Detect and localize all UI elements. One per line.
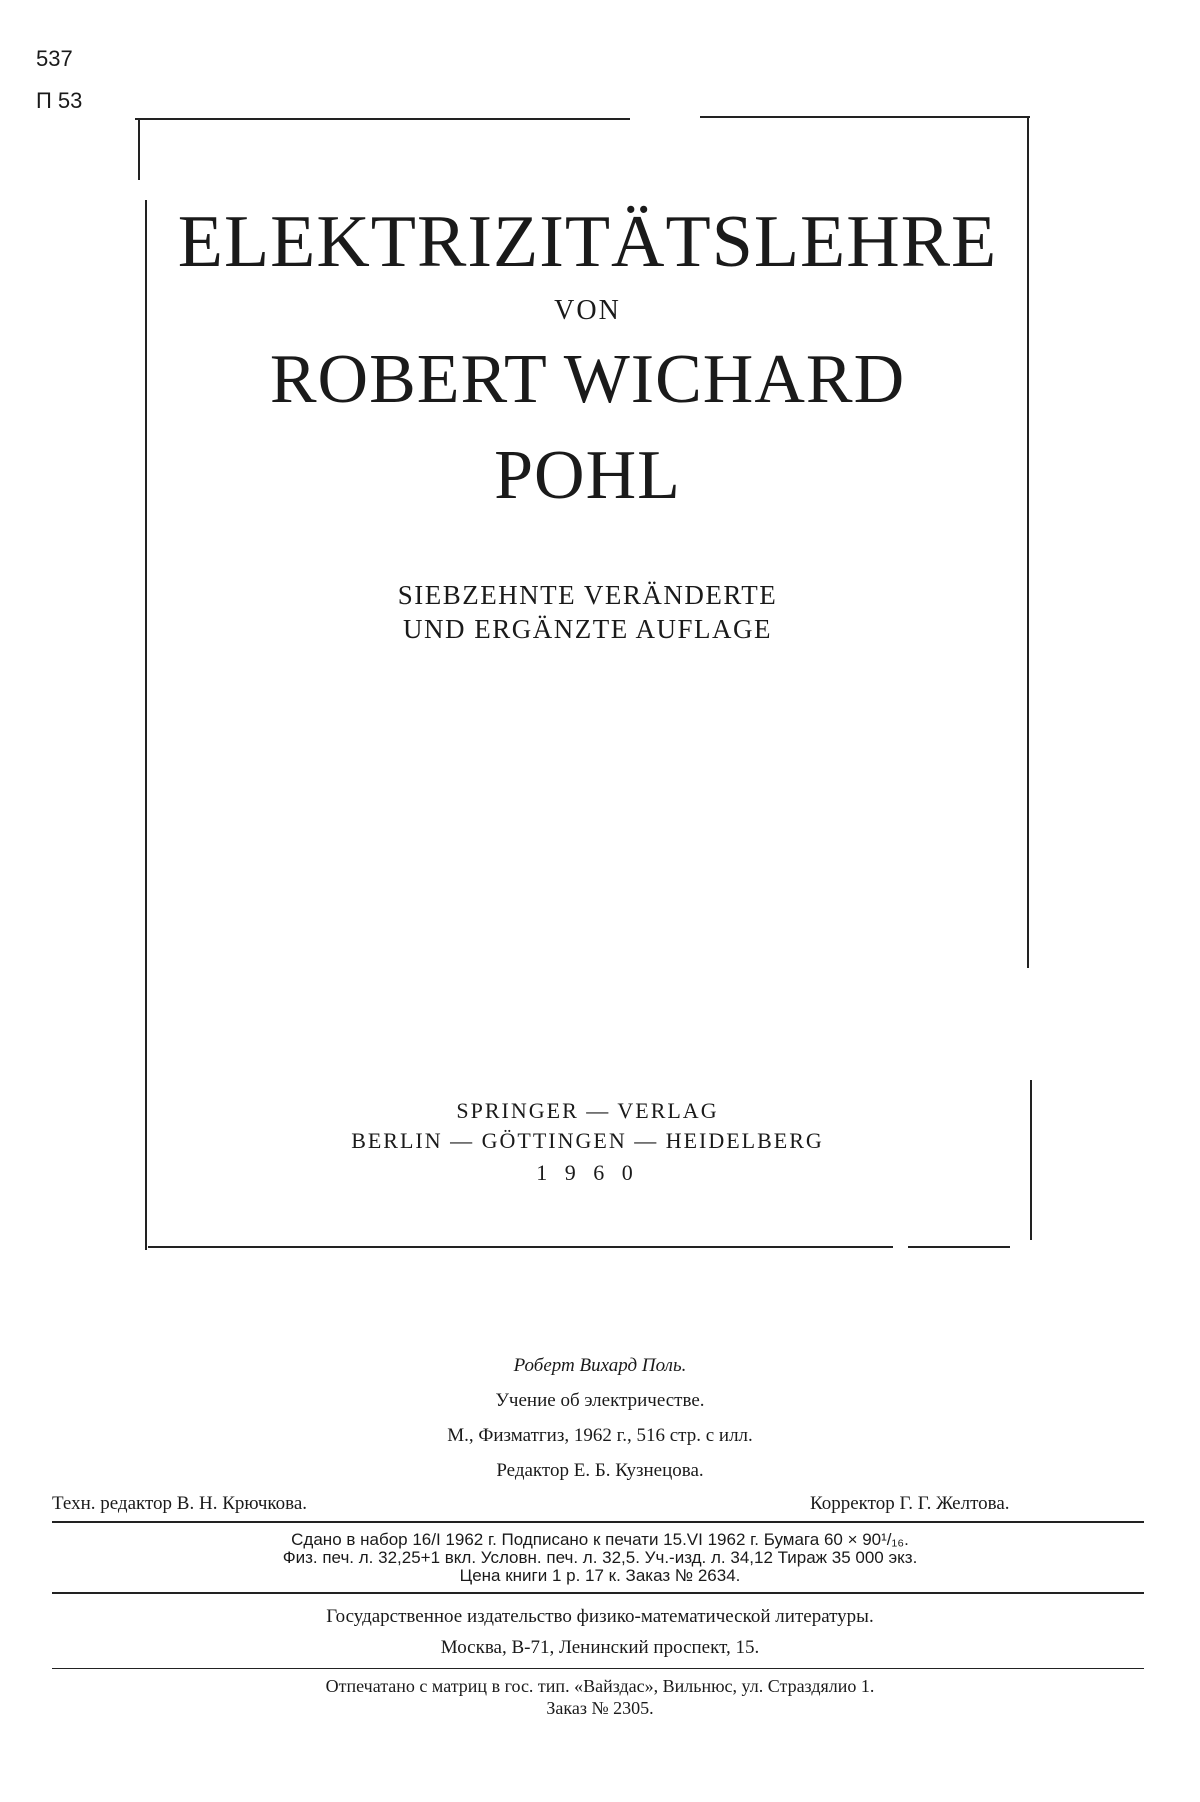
publisher-address: Москва, В-71, Ленинский проспект, 15. [440,1637,760,1658]
divider-3 [52,1668,1144,1669]
edition-line-1: SIEBZEHNTE VERÄNDERTE [397,580,778,610]
edition-line-2: UND ERGÄNZTE AUFLAGE [403,614,772,644]
by-word: VON [554,295,621,326]
print-details-3: Цена книги 1 р. 17 к. Заказ № 2634. [459,1566,741,1585]
frame-top-right [700,116,1030,118]
divider-2 [52,1592,1144,1594]
classmark-number: 537 [36,46,73,71]
imprint-author: Роберт Вихард Поль. [513,1355,687,1376]
imprint-tech-editor: Техн. редактор В. Н. Крючкова. [52,1493,308,1514]
imprint-publication: М., Физматгиз, 1962 г., 516 стр. с илл. [447,1425,753,1446]
publisher-name: SPRINGER — VERLAG [456,1098,719,1123]
imprint-editor: Редактор Е. Б. Кузнецова. [496,1460,704,1481]
frame-left-top [138,120,140,180]
author-name: ROBERT WICHARD [269,341,906,418]
printed-order: Заказ № 2305. [546,1698,654,1718]
frame-right-lower [1030,1080,1032,1240]
frame-bottom-right [908,1246,1010,1248]
divider-1 [52,1521,1144,1523]
frame-top-left [135,118,630,120]
book-title: ELEKTRIZITÄTSLEHRE [177,201,998,283]
classmark-code: П 53 [36,88,83,113]
imprint-corrector: Корректор Г. Г. Желтова. [810,1493,1010,1514]
printed-by: Отпечатано с матриц в гос. тип. «Вайздас», Вильнюс, ул. Страздялио 1. [325,1676,875,1696]
print-details-1: Сдано в набор 16/I 1962 г. Подписано к печати 15.VI 1962 г. Бумага 60 × 90¹/₁₆. [291,1530,909,1549]
author-surname: POHL [494,437,681,514]
publication-year: 1 9 6 0 [536,1160,639,1185]
publisher-ru: Государственное издательство физико-математической литературы. [326,1606,874,1627]
imprint-title: Учение об электричестве. [495,1390,705,1411]
print-details-2: Физ. печ. л. 32,25+1 вкл. Условн. печ. л. 32,5. Уч.-изд. л. 34,12 Тираж 35 000 экз. [282,1548,918,1567]
frame-bottom [148,1246,893,1248]
publisher-cities: BERLIN — GÖTTINGEN — HEIDELBERG [351,1128,824,1153]
